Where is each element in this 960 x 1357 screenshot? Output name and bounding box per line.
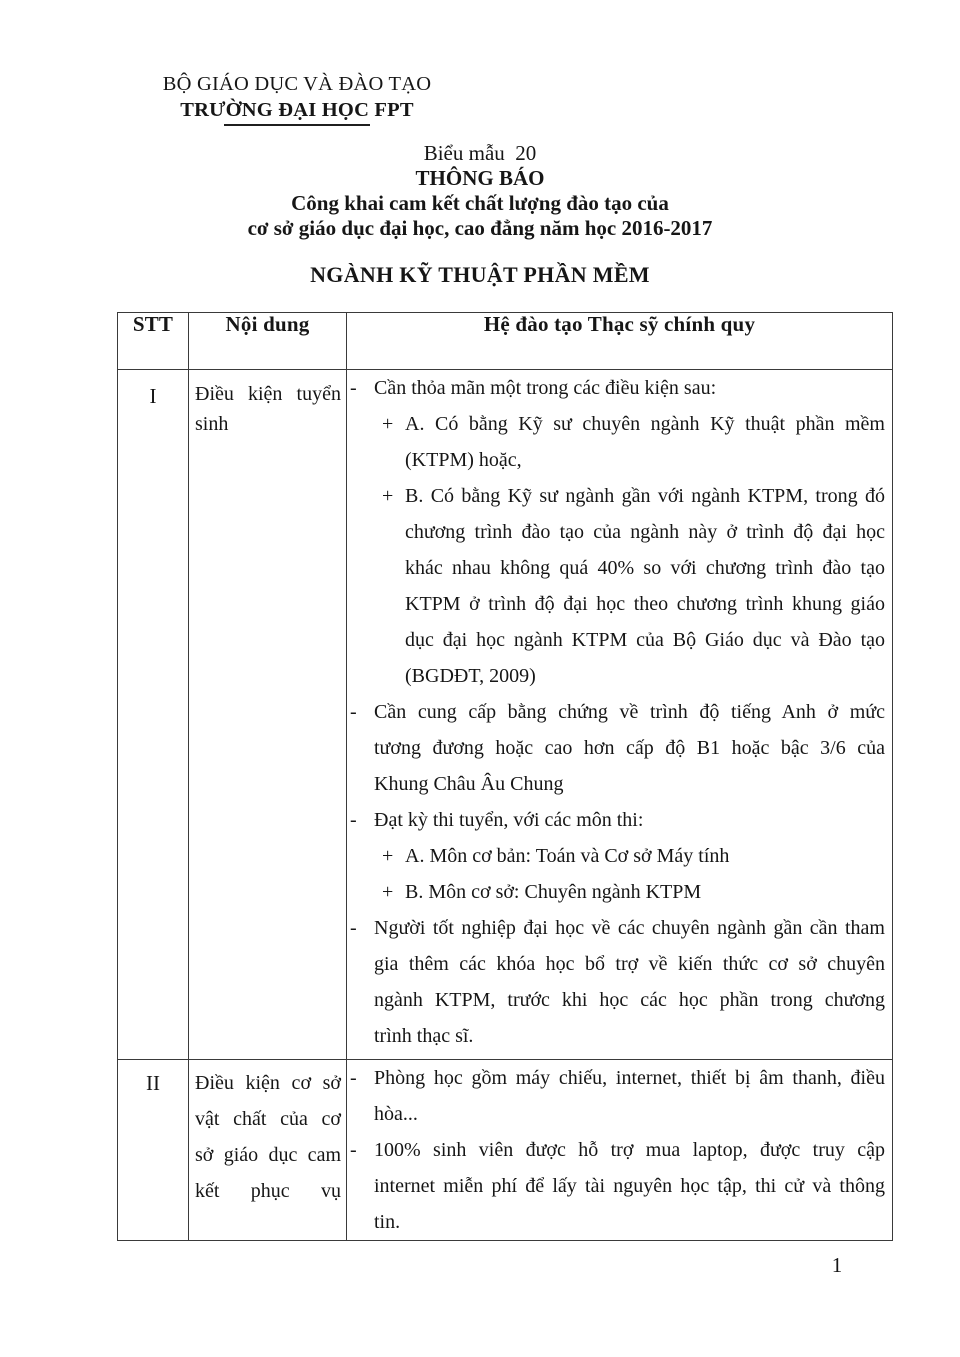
ministry-name: BỘ GIÁO DỤC VÀ ĐÀO TẠO (162, 73, 432, 95)
line-marker: - (350, 809, 357, 831)
content-line (350, 1096, 885, 1132)
line-text: B. Môn cơ sở: Chuyên ngành KTPM (405, 881, 702, 903)
line-text: 100% sinh viên được hỗ trợ mua laptop, được truy cập (374, 1139, 885, 1161)
content-line (350, 622, 885, 658)
content-line (350, 514, 885, 550)
line-marker: - (350, 1139, 357, 1161)
line-text: Cần cung cấp bằng chứng về trình độ tiếng Anh ở mức (374, 701, 885, 723)
table-row (118, 1059, 892, 1240)
content-line (350, 1018, 885, 1054)
content-line (350, 406, 885, 442)
line-text: Người tốt nghiệp đại học về các chuyên ngành gần cần tham (374, 917, 885, 939)
topic-line: sở giáo dục cam (195, 1144, 341, 1166)
line-text: ngành KTPM, trước khi học các học phần trong chương (374, 989, 885, 1011)
major-title: NGÀNH KỸ THUẬT PHẦN MỀM (310, 262, 650, 287)
line-text: internet miễn phí để lấy tài nguyên học tập, thi cử và thông (374, 1175, 885, 1197)
line-text: Phòng học gồm máy chiếu, internet, thiết bị âm thanh, điều (374, 1067, 885, 1089)
topic-line: Điều kiện tuyển (195, 383, 341, 405)
line-text: tương đương hoặc cao hơn cấp độ B1 hoặc bậc 3/6 của (374, 737, 885, 759)
header-cell-topic: Nội dung (188, 313, 346, 369)
university-name: TRƯỜNG ĐẠI HỌC FPT (180, 99, 414, 121)
topic-cell (188, 1060, 346, 1240)
line-marker: - (350, 377, 357, 399)
line-text: trình thạc sĩ. (374, 1025, 474, 1047)
line-text: gia thêm các khóa học bổ trợ về kiến thức cơ sở chuyên (374, 953, 885, 975)
line-text: B. Có bằng Kỹ sư ngành gần với ngành KTPM, trong đó (405, 485, 885, 507)
content-line (350, 370, 885, 406)
table-header-row (118, 313, 892, 369)
content-cell (346, 1060, 892, 1240)
header-cell-program: Hệ đào tạo Thạc sỹ chính quy (346, 313, 892, 369)
content-line (350, 1168, 885, 1204)
topic-line: kết phục vụ (195, 1180, 341, 1202)
topic-cell (188, 370, 346, 1059)
topic-line: sinh (195, 413, 229, 435)
line-marker: - (350, 701, 357, 723)
content-line (350, 586, 885, 622)
commitment-table (117, 312, 893, 1241)
line-marker: + (382, 413, 394, 435)
header-underline (224, 124, 370, 126)
line-text: KTPM ở trình độ đại học theo chương trình khung giáo (405, 593, 885, 615)
content-line (350, 1060, 885, 1096)
line-text: A. Có bằng Kỹ sư chuyên ngành Kỹ thuật phần mềm (405, 413, 885, 435)
line-text: khác nhau không quá 40% so với chương trình đào tạo (405, 557, 885, 579)
row-index: I (149, 384, 157, 408)
content-line (350, 1132, 885, 1168)
line-text: Khung Châu Âu Chung (374, 773, 564, 795)
line-text: Đạt kỳ thi tuyển, với các môn thi: (374, 809, 644, 831)
page-number: 1 (831, 1253, 843, 1277)
line-marker: - (350, 1067, 357, 1089)
content-line (350, 1204, 885, 1240)
line-text: A. Môn cơ bản: Toán và Cơ sở Máy tính (405, 845, 730, 867)
content-cell (346, 370, 892, 1059)
content-line (350, 946, 885, 982)
content-line (350, 694, 885, 730)
notice-subtitle-2: cơ sở giáo dục đại học, cao đẳng năm học 2016-2017 (247, 216, 713, 240)
title-block (0, 141, 960, 241)
line-marker: + (382, 485, 394, 507)
content-line (350, 910, 885, 946)
content-line (350, 766, 885, 802)
content-line (350, 442, 885, 478)
line-text: chương trình đào tạo của ngành này ở trình độ đại học (405, 521, 885, 543)
line-text: dục đại học ngành KTPM của Bộ Giáo dục và Đào tạo (405, 629, 885, 651)
content-line (350, 730, 885, 766)
header-cell-stt: STT (132, 313, 174, 336)
content-line (350, 982, 885, 1018)
topic-line: vật chất của cơ (195, 1108, 341, 1130)
topic-line: Điều kiện cơ sở (195, 1072, 341, 1094)
org-header (150, 71, 444, 126)
row-index: II (146, 1071, 160, 1095)
table-row (118, 369, 892, 1059)
form-number: Biểu mẫu 20 (423, 141, 537, 165)
content-line (350, 838, 885, 874)
content-line (350, 658, 885, 694)
content-line (350, 550, 885, 586)
content-line (350, 802, 885, 838)
line-text: hòa... (374, 1103, 418, 1125)
line-marker: - (350, 917, 357, 939)
content-line (350, 874, 885, 910)
notice-subtitle-1: Công khai cam kết chất lượng đào tạo của (291, 191, 669, 215)
line-text: Cần thỏa mãn một trong các điều kiện sau: (374, 377, 717, 399)
line-marker: + (382, 845, 394, 867)
line-text: tin. (374, 1211, 401, 1233)
content-line (350, 478, 885, 514)
line-text: (KTPM) hoặc, (405, 449, 522, 471)
notice-title: THÔNG BÁO (415, 166, 545, 190)
line-marker: + (382, 881, 394, 903)
line-text: (BGDĐT, 2009) (405, 665, 536, 687)
